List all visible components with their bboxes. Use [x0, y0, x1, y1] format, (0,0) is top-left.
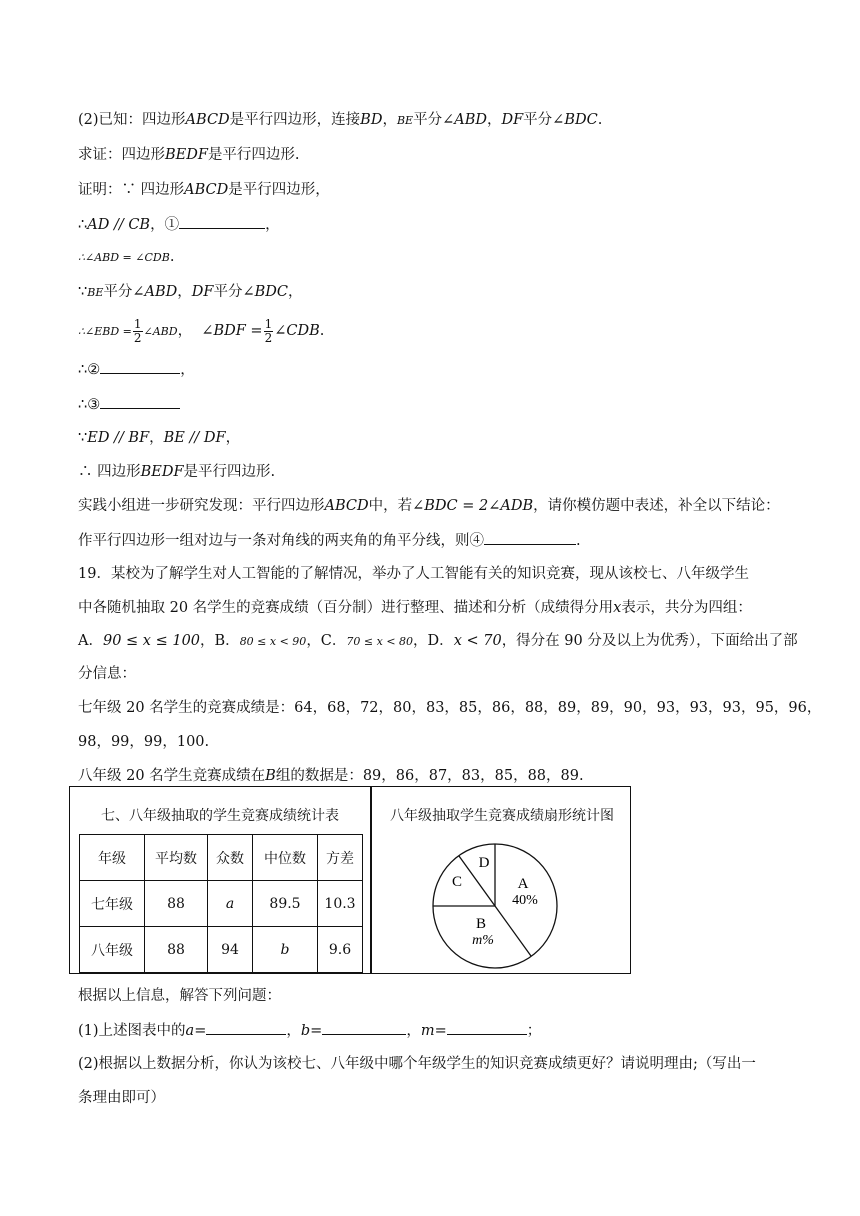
math-angle-bdc: ∠BDC [552, 112, 598, 128]
prove-line [78, 145, 300, 165]
math-bdf: ∠BDF = [201, 323, 263, 339]
q19-line-4: 分信息： [78, 666, 136, 682]
proof-line [78, 180, 330, 200]
proof-step-2 [78, 247, 174, 268]
answer-blank-a[interactable] [206, 1020, 286, 1035]
answer-blank-m[interactable] [447, 1020, 527, 1035]
equals: = [194, 1023, 207, 1039]
bisect-text: 平分 [213, 284, 243, 300]
proof-end: 是平行四边形， [228, 182, 330, 198]
math-b: B [265, 768, 276, 784]
th-grade: 年级 [80, 835, 145, 881]
equals: = [310, 1023, 323, 1039]
q19-line-1: 19．某校为了解学生对人工智能的了解情况，举办了人工智能有关的知识竞赛，现从该校七、八年级学生 [78, 566, 749, 582]
group-a-label: A． [78, 633, 103, 649]
frac-num: 1 [264, 316, 273, 331]
sep: ， [382, 112, 397, 128]
given-line [78, 110, 602, 131]
math-angle-abd: ∠ABD [143, 325, 178, 338]
period: . [597, 112, 603, 128]
math-be-parallel-df: BE // DF [163, 430, 226, 446]
bisect-text: 平分 [103, 284, 133, 300]
q19-line-3 [78, 631, 798, 652]
pie-label-a: A [517, 876, 529, 892]
period: . [319, 323, 325, 339]
grade7-scores-2: 98，99，99，100. [78, 734, 210, 750]
therefore-text: ∴ 四边形 [78, 464, 141, 480]
ask-1-line [78, 1020, 541, 1041]
proof-step-6 [78, 394, 180, 415]
th-mode: 众数 [208, 835, 253, 881]
q19-text: 表示，共分为四组： [621, 600, 752, 616]
after-figure-line: 根据以上信息，解答下列问题： [78, 988, 281, 1004]
proof-step-4 [78, 316, 324, 347]
math-be: BE [87, 286, 104, 299]
blank-label-1: ，① [150, 217, 180, 233]
answer-blank-2[interactable] [100, 359, 180, 374]
practice-end: ，请你模仿题中表述，补全以下结论： [533, 498, 780, 514]
proof-step-1 [78, 214, 280, 235]
blank-label-2: ∴② [78, 362, 101, 378]
math-m: m [420, 1023, 435, 1039]
q19-text: ，得分在 90 分及以上为优秀），下面给出了部 [501, 633, 798, 649]
math-b: b [300, 1023, 311, 1039]
math-angle-bdc: ∠BDC [242, 284, 288, 300]
table-title: 七、八年级抽取的学生竞赛成绩统计表 [101, 808, 339, 824]
practice-2: 作平行四边形一组对边与一条对角线的两夹角的角平分线，则④ [78, 533, 484, 549]
equals: = [434, 1023, 447, 1039]
proof-step-7 [78, 428, 240, 448]
math-abcd: ABCD [184, 182, 229, 198]
grade8-b-scores [78, 766, 584, 786]
pie-label-b: B [475, 916, 487, 932]
bisect-text: 平分 [523, 112, 553, 128]
pie-chart [429, 840, 561, 972]
table-row [80, 927, 363, 973]
conclusion-end: 是平行四边形. [183, 464, 276, 480]
cell-variance: 9.6 [318, 927, 363, 973]
group-b-label: ，B． [200, 633, 240, 649]
grade7-scores-1: 七年级 20 名学生的竞赛成绩是：64，68，72，80，83，85，86，88，89，89，90，93，93，93，95，96， [78, 700, 822, 716]
practice-prefix: 实践小组进一步研究发现：平行四边形 [78, 498, 325, 514]
blank-label-3: ∴③ [78, 397, 101, 413]
cell-mean: 88 [145, 927, 208, 973]
frac-num: 1 [133, 316, 142, 331]
group-d-label: ，D． [413, 633, 454, 649]
because-sign: ∵ [78, 284, 88, 300]
math-bd: BD [360, 112, 383, 128]
period: . [169, 249, 175, 265]
given-text: 是平行四边形，连接 [229, 112, 361, 128]
prove-prefix: 求证：四边形 [78, 147, 165, 163]
pie-divider-cd [459, 856, 495, 906]
group-b-range: 80 ≤ x < 90 [239, 635, 307, 648]
math-df: DF [501, 112, 524, 128]
stats-table [79, 834, 363, 973]
sep: ， [177, 284, 192, 300]
answer-blank-b[interactable] [322, 1020, 406, 1035]
ask-2-line-2: 条理由即可） [78, 1090, 165, 1106]
proof-step-8 [78, 462, 275, 482]
cell-grade: 七年级 [80, 881, 145, 927]
grade8-end: 组的数据是：89，86，87，83，85，88，89. [275, 768, 584, 784]
pie-title: 八年级抽取学生竞赛成绩扇形统计图 [390, 808, 614, 824]
sep: ， [287, 284, 303, 300]
sep: ， [149, 430, 164, 446]
math-ebd: ∴∠EBD = [78, 325, 132, 338]
cell-mean: 88 [145, 881, 208, 927]
pie-label-b-pct: m% [472, 933, 494, 948]
answer-blank-4[interactable] [484, 530, 576, 545]
because-sign: ∵ [78, 430, 88, 446]
period: . [576, 533, 581, 549]
pie-label-a-pct: 40% [512, 893, 538, 908]
math-angle-cdb: ∠CDB [274, 323, 320, 339]
sep: ， [406, 1023, 421, 1039]
math-bedf: BEDF [140, 464, 184, 480]
math-angle-abd: ∠ABD [442, 112, 487, 128]
cell-median: 89.5 [253, 881, 318, 927]
ask-2-line-1: (2)根据以上数据分析，你认为该校七、八年级中哪个年级学生的知识竞赛成绩更好？请说明理由;（写出一 [78, 1056, 756, 1072]
pie-label-d: D [478, 855, 490, 871]
math-ed-parallel-bf: ED // BF [87, 430, 150, 446]
sep: ， [286, 1023, 301, 1039]
q19-text: 中各随机抽取 20 名学生的竞赛成绩（百分制）进行整理、描述和分析（成绩得分用 [78, 600, 614, 616]
sep: ， [177, 323, 193, 339]
frac-den: 2 [133, 330, 142, 345]
math-condition: ∠BDC = 2∠ADB [412, 498, 534, 514]
group-d-range: x < 70 [453, 633, 502, 649]
sep: ； [526, 1023, 542, 1039]
therefore-sign: ∴ [78, 217, 88, 233]
th-median: 中位数 [253, 835, 318, 881]
math-x: x [613, 600, 622, 616]
answer-blank-1[interactable] [179, 214, 265, 229]
math-abcd: ABCD [185, 112, 230, 128]
math-a: a [185, 1023, 195, 1039]
th-mean: 平均数 [145, 835, 208, 881]
prove-end: 是平行四边形. [207, 147, 300, 163]
grade8-prefix: 八年级 20 名学生竞赛成绩在 [78, 768, 266, 784]
pie-divider-ab [495, 906, 531, 956]
sep: ， [180, 362, 195, 378]
math-abd-eq-cdb: ∴∠ABD = ∠CDB [78, 251, 170, 264]
frac-den: 2 [264, 330, 273, 345]
bisect-text: 平分 [413, 112, 443, 128]
th-variance: 方差 [318, 835, 363, 881]
group-c-range: 70 ≤ x < 80 [346, 635, 414, 648]
fraction-half [264, 318, 274, 345]
math-ad-parallel-cb: AD // CB [87, 217, 151, 233]
proof-step-3 [78, 282, 302, 303]
cell-mode: a [208, 881, 253, 927]
math-abcd: ABCD [324, 498, 369, 514]
math-be: BE [396, 114, 414, 127]
fraction-half [133, 318, 143, 345]
group-c-label: ，C． [306, 633, 347, 649]
math-df: DF [191, 284, 214, 300]
ask1-prefix: (1)上述图表中的 [78, 1023, 186, 1039]
practice-line-1 [78, 496, 780, 516]
cell-median: b [253, 927, 318, 973]
sep: ， [225, 430, 241, 446]
answer-blank-3[interactable] [100, 394, 180, 409]
pie-label-c: C [451, 874, 463, 890]
practice-line-2 [78, 530, 581, 551]
table-header-row [80, 835, 363, 881]
given-prefix: (2)已知：四边形 [78, 112, 186, 128]
sep: ， [486, 112, 502, 128]
proof-step-5 [78, 359, 195, 380]
group-a-range: 90 ≤ x ≤ 100 [102, 633, 201, 649]
practice-mid: 中，若 [368, 498, 413, 514]
proof-prefix: 证明：∵ 四边形 [78, 182, 185, 198]
cell-variance: 10.3 [318, 881, 363, 927]
math-angle-abd: ∠ABD [132, 284, 178, 300]
cell-mode: 94 [208, 927, 253, 973]
table-row [80, 881, 363, 927]
sep: ， [265, 217, 280, 233]
cell-grade: 八年级 [80, 927, 145, 973]
math-bedf: BEDF [165, 147, 208, 163]
q19-line-2 [78, 598, 752, 618]
